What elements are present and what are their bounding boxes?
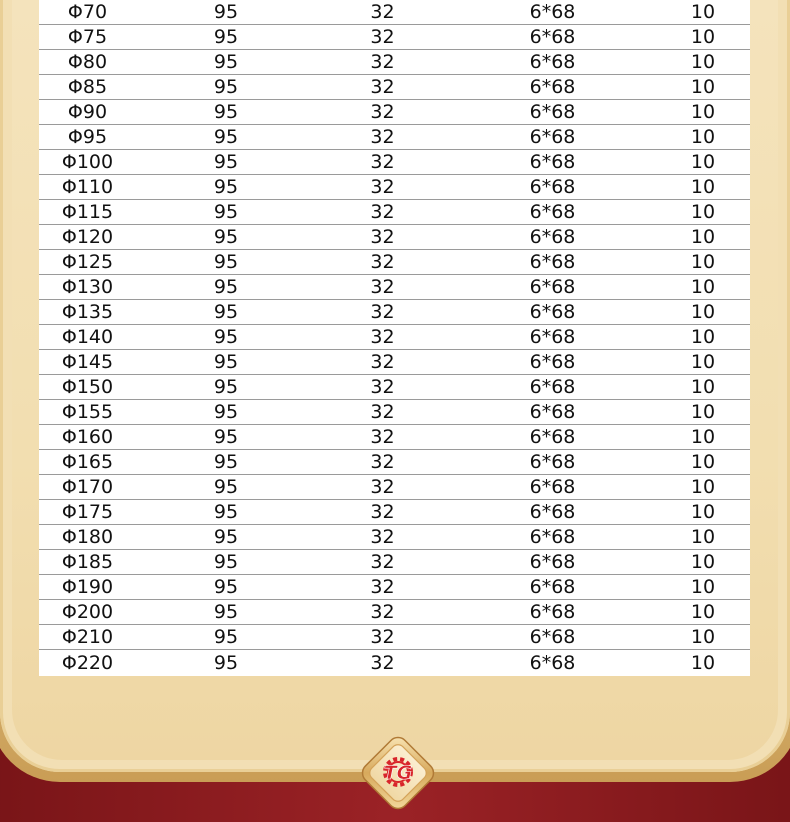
table-row bbox=[39, 600, 750, 625]
col3-cell: 32 bbox=[316, 325, 449, 350]
diameter-cell: Φ210 bbox=[39, 625, 136, 650]
col2-cell: 95 bbox=[136, 150, 316, 175]
col3-cell: 32 bbox=[316, 400, 449, 425]
col2-cell: 95 bbox=[136, 575, 316, 600]
table-row bbox=[39, 400, 750, 425]
col3-cell: 32 bbox=[316, 300, 449, 325]
spec-table-body bbox=[39, 0, 750, 676]
diameter-cell: Φ145 bbox=[39, 350, 136, 375]
col3-cell: 32 bbox=[316, 350, 449, 375]
diameter-cell: Φ80 bbox=[39, 50, 136, 75]
col2-cell: 95 bbox=[136, 0, 316, 25]
col2-cell: 95 bbox=[136, 350, 316, 375]
table-row bbox=[39, 550, 750, 575]
col3-cell: 32 bbox=[316, 200, 449, 225]
col3-cell: 32 bbox=[316, 50, 449, 75]
table-row bbox=[39, 475, 750, 500]
col4-cell: 6*68 bbox=[529, 652, 576, 674]
col5-cell: 10 bbox=[656, 625, 750, 650]
col4-cell: 6*68 bbox=[449, 400, 656, 425]
col4-cell: 6*68 bbox=[449, 500, 656, 525]
table-row bbox=[39, 525, 750, 550]
col4-cell: 6*68 bbox=[449, 525, 656, 550]
col3-cell: 32 bbox=[316, 225, 449, 250]
col3-cell: 32 bbox=[316, 525, 449, 550]
col3-cell: 32 bbox=[316, 625, 449, 650]
table-row bbox=[39, 75, 750, 100]
col4-cell: 6*68 bbox=[449, 375, 656, 400]
diameter-cell: Φ140 bbox=[39, 325, 136, 350]
table-row bbox=[39, 100, 750, 125]
diameter-cell: Φ160 bbox=[39, 425, 136, 450]
col4-cell: 6*68 bbox=[449, 225, 656, 250]
col2-cell: 95 bbox=[136, 25, 316, 50]
col5-cell: 10 bbox=[656, 350, 750, 375]
col2-cell: 95 bbox=[136, 125, 316, 150]
table-row bbox=[39, 0, 750, 25]
table-row bbox=[39, 175, 750, 200]
col5-cell: 10 bbox=[656, 50, 750, 75]
diameter-cell: Φ75 bbox=[39, 25, 136, 50]
col4-cell: 6*68 bbox=[449, 575, 656, 600]
col2-cell: 95 bbox=[136, 550, 316, 575]
col2-cell: 95 bbox=[136, 500, 316, 525]
col2-cell: 95 bbox=[136, 600, 316, 625]
col2-cell: 95 bbox=[136, 300, 316, 325]
col5-cell: 10 bbox=[656, 225, 750, 250]
diameter-cell: Φ165 bbox=[39, 450, 136, 475]
col4-cell: 6*68 bbox=[449, 50, 656, 75]
col4-cell: 6*68 bbox=[449, 0, 656, 25]
col5-cell: 10 bbox=[656, 525, 750, 550]
col5-cell: 10 bbox=[656, 150, 750, 175]
diameter-cell: Φ110 bbox=[39, 175, 136, 200]
diameter-cell: Φ190 bbox=[39, 575, 136, 600]
diameter-cell: Φ170 bbox=[39, 475, 136, 500]
col2-cell: 95 bbox=[136, 375, 316, 400]
col2-cell: 95 bbox=[136, 100, 316, 125]
col3-cell: 32 bbox=[316, 575, 449, 600]
diameter-cell: Φ200 bbox=[39, 600, 136, 625]
logo-text: TG bbox=[383, 762, 413, 784]
table-row bbox=[39, 425, 750, 450]
col2-cell: 95 bbox=[136, 525, 316, 550]
brand-logo bbox=[355, 730, 441, 816]
table-row bbox=[39, 375, 750, 400]
col3-cell: 32 bbox=[316, 450, 449, 475]
col2-cell: 95 bbox=[136, 400, 316, 425]
col3-cell: 32 bbox=[316, 550, 449, 575]
col4-cell: 6*68 bbox=[449, 475, 656, 500]
col3-cell: 32 bbox=[316, 25, 449, 50]
col4-cell: 6*68 bbox=[449, 325, 656, 350]
col5-cell: 10 bbox=[656, 200, 750, 225]
col5-cell: 10 bbox=[656, 250, 750, 275]
table-row bbox=[39, 450, 750, 475]
table-row bbox=[39, 575, 750, 600]
diameter-cell: Φ125 bbox=[39, 250, 136, 275]
col5-cell: 10 bbox=[656, 500, 750, 525]
col2-cell: 95 bbox=[136, 75, 316, 100]
col4-cell: 6*68 bbox=[449, 175, 656, 200]
col2-cell: 95 bbox=[136, 250, 316, 275]
table-row bbox=[39, 200, 750, 225]
col4-cell: 6*68 bbox=[449, 275, 656, 300]
col5-cell: 10 bbox=[656, 25, 750, 50]
col4-cell: 6*68 bbox=[449, 25, 656, 50]
col2-cell: 95 bbox=[136, 200, 316, 225]
col2-cell: 95 bbox=[136, 50, 316, 75]
diameter-cell: Φ90 bbox=[39, 100, 136, 125]
col5-cell: 10 bbox=[656, 0, 750, 25]
col2-cell: 95 bbox=[136, 225, 316, 250]
col5-cell: 10 bbox=[656, 100, 750, 125]
diameter-cell: Φ130 bbox=[39, 275, 136, 300]
table-row bbox=[39, 125, 750, 150]
table-row bbox=[39, 350, 750, 375]
diameter-cell: Φ220 bbox=[61, 652, 114, 674]
diameter-cell: Φ70 bbox=[39, 0, 136, 25]
col5-cell: 10 bbox=[656, 300, 750, 325]
spec-table-container bbox=[39, 0, 750, 676]
col2-cell: 95 bbox=[213, 652, 239, 674]
table-row bbox=[39, 150, 750, 175]
col4-cell: 6*68 bbox=[449, 350, 656, 375]
diameter-cell: Φ120 bbox=[39, 225, 136, 250]
col2-cell: 95 bbox=[136, 475, 316, 500]
diameter-cell: Φ115 bbox=[39, 200, 136, 225]
col5-cell: 10 bbox=[656, 325, 750, 350]
col3-cell: 32 bbox=[316, 125, 449, 150]
col4-cell: 6*68 bbox=[449, 625, 656, 650]
col4-cell: 6*68 bbox=[449, 600, 656, 625]
col5-cell: 10 bbox=[656, 600, 750, 625]
col4-cell: 6*68 bbox=[449, 300, 656, 325]
diameter-cell: Φ150 bbox=[39, 375, 136, 400]
col4-cell: 6*68 bbox=[449, 125, 656, 150]
diameter-cell: Φ155 bbox=[39, 400, 136, 425]
col2-cell: 95 bbox=[136, 325, 316, 350]
col5-cell: 10 bbox=[656, 125, 750, 150]
col5-cell: 10 bbox=[656, 400, 750, 425]
diameter-cell: Φ100 bbox=[39, 150, 136, 175]
col5-cell: 10 bbox=[656, 425, 750, 450]
table-row bbox=[39, 275, 750, 300]
col5-cell: 10 bbox=[656, 75, 750, 100]
col5-cell: 10 bbox=[656, 275, 750, 300]
col5-cell: 10 bbox=[656, 575, 750, 600]
col5-cell: 10 bbox=[656, 475, 750, 500]
col3-cell: 32 bbox=[370, 652, 395, 674]
col3-cell: 32 bbox=[316, 425, 449, 450]
col3-cell: 32 bbox=[316, 150, 449, 175]
col3-cell: 32 bbox=[316, 75, 449, 100]
table-row bbox=[39, 25, 750, 50]
col4-cell: 6*68 bbox=[449, 550, 656, 575]
col3-cell: 32 bbox=[316, 175, 449, 200]
col3-cell: 32 bbox=[316, 100, 449, 125]
col4-cell: 6*68 bbox=[449, 75, 656, 100]
diameter-cell: Φ175 bbox=[39, 500, 136, 525]
diameter-cell: Φ135 bbox=[39, 300, 136, 325]
table-row bbox=[39, 300, 750, 325]
col5-cell: 10 bbox=[656, 550, 750, 575]
col4-cell: 6*68 bbox=[449, 450, 656, 475]
col4-cell: 6*68 bbox=[449, 150, 656, 175]
col4-cell: 6*68 bbox=[449, 250, 656, 275]
table-row bbox=[39, 250, 750, 275]
col4-cell: 6*68 bbox=[449, 425, 656, 450]
diameter-cell: Φ185 bbox=[39, 550, 136, 575]
col3-cell: 32 bbox=[316, 600, 449, 625]
col4-cell: 6*68 bbox=[449, 100, 656, 125]
col5-cell: 10 bbox=[656, 450, 750, 475]
col2-cell: 95 bbox=[136, 625, 316, 650]
spec-table bbox=[39, 0, 750, 676]
col2-cell: 95 bbox=[136, 175, 316, 200]
col2-cell: 95 bbox=[136, 450, 316, 475]
col3-cell: 32 bbox=[316, 0, 449, 25]
table-row bbox=[39, 325, 750, 350]
col3-cell: 32 bbox=[316, 375, 449, 400]
col5-cell: 10 bbox=[656, 175, 750, 200]
col4-cell: 6*68 bbox=[449, 200, 656, 225]
col2-cell: 95 bbox=[136, 275, 316, 300]
table-row bbox=[39, 650, 750, 677]
table-row bbox=[39, 50, 750, 75]
table-row bbox=[39, 500, 750, 525]
diameter-cell: Φ180 bbox=[39, 525, 136, 550]
col2-cell: 95 bbox=[136, 425, 316, 450]
col3-cell: 32 bbox=[316, 250, 449, 275]
table-row bbox=[39, 625, 750, 650]
diameter-cell: Φ95 bbox=[39, 125, 136, 150]
table-row bbox=[39, 225, 750, 250]
col3-cell: 32 bbox=[316, 275, 449, 300]
diameter-cell: Φ85 bbox=[39, 75, 136, 100]
col3-cell: 32 bbox=[316, 475, 449, 500]
col5-cell: 10 bbox=[690, 652, 716, 674]
col3-cell: 32 bbox=[316, 500, 449, 525]
col5-cell: 10 bbox=[656, 375, 750, 400]
